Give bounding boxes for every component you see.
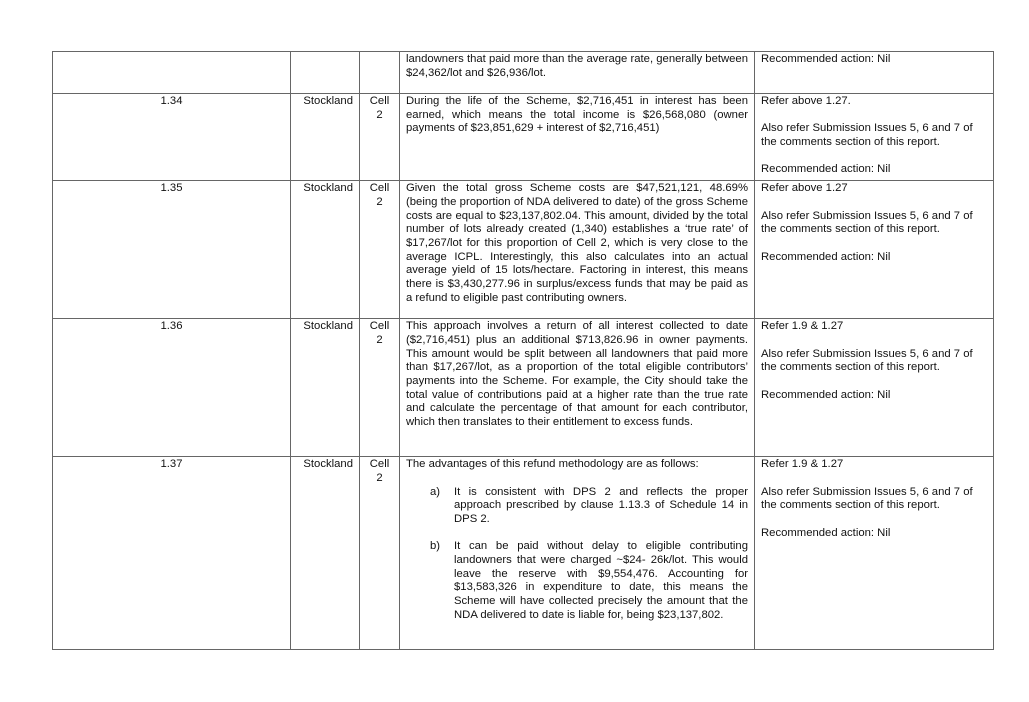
submitter-cell: Stockland: [291, 319, 360, 457]
response-note: Also refer Submission Issues 5, 6 and 7 of the comments section of this report.: [761, 122, 973, 149]
table-row: [53, 181, 994, 319]
recommended-action: Recommended action: Nil: [761, 250, 891, 263]
issue-number-cell: 1.34: [53, 94, 291, 181]
submitter-cell: Stockland: [291, 94, 360, 181]
recommended-action: Recommended action: Nil: [761, 526, 891, 539]
submission-detail-cell: [400, 181, 755, 319]
list-item-letter: a): [430, 485, 441, 498]
response-cell: [755, 457, 994, 650]
response-note: Also refer Submission Issues 5, 6 and 7 of the comments section of this report.: [761, 209, 973, 236]
detail-paragraph: landowners that paid more than the average rate, generally between $24,362/lot and $26,936/lot.: [406, 53, 748, 79]
table-row: [53, 94, 994, 181]
response-reference: Refer 1.9 & 1.27: [761, 320, 844, 333]
submitter-cell: Stockland: [291, 457, 360, 650]
submission-detail-cell: [400, 319, 755, 457]
detail-paragraph: Given the total gross Scheme costs are $47,521,121, 48.69% (being the proportion of NDA delivered to date) of the gross Scheme costs are equal to $23,137,802.04. This amount, divided by the total number of lots already created (1,340) establishes a ‘true rate’ of $17,267/lot for this proportion of Cell 2, which is very close to the average ICPL. Interestingly, this also calculates into an actual average yield of 15 lots/hectare. Factoring in interest, this means there is $3,430,277.96 in surplus/excess funds that may be paid as a refund to eligible past contributing owners.: [406, 182, 748, 304]
list-item: [406, 540, 748, 622]
cell-cell: [360, 52, 400, 94]
recommended-action: Recommended action: Nil: [761, 163, 891, 176]
issue-number-cell: 1.37: [53, 457, 291, 650]
recommended-action: Recommended action: Nil: [761, 53, 891, 65]
cell-cell: Cell 2: [360, 94, 400, 181]
detail-paragraph: This approach involves a return of all interest collected to date ($2,716,451) plus an additional $713,826.96 in owner payments. This amount would be split between all landowners that paid more than $17,267/lot, as a proportion of the total eligible contributors’ payments into the Scheme. For example, the City should take the total value of contributions paid at a higher rate than the true rate and calculate the percentage of that amount for each contributor, which then translates to their entitlement to excess funds.: [406, 320, 748, 429]
cell-cell: Cell 2: [360, 457, 400, 650]
response-note: Also refer Submission Issues 5, 6 and 7 of the comments section of this report.: [761, 485, 973, 512]
list-item: [406, 486, 748, 527]
list-item-text: It can be paid without delay to eligible contributing landowners that were charged ~$24- 26k/lot. This would leave the reserve with $9,554,476. Accounting for $13,583,326 in expenditure to date, this means the Scheme will have collected precisely the amount that the NDA delivered to date is liable for, being $23,137,802.: [454, 540, 748, 621]
submission-detail-cell: [400, 457, 755, 650]
submissions-table: [52, 51, 994, 650]
response-cell: [755, 181, 994, 319]
issue-number-cell: 1.36: [53, 319, 291, 457]
cell-cell: Cell 2: [360, 319, 400, 457]
submission-detail-cell: [400, 94, 755, 181]
issue-number-cell: 1.35: [53, 181, 291, 319]
response-reference: Refer 1.9 & 1.27: [761, 458, 844, 471]
table-row: [53, 457, 994, 650]
submission-detail-cell: [400, 52, 755, 94]
response-cell: [755, 94, 994, 181]
issue-number-cell: [53, 52, 291, 94]
list-item-text: It is consistent with DPS 2 and reflects the proper approach prescribed by clause 1.13.3 of Schedule 14 in DPS 2.: [454, 485, 748, 525]
response-cell: [755, 52, 994, 94]
response-note: Also refer Submission Issues 5, 6 and 7 of the comments section of this report.: [761, 347, 973, 374]
response-reference: Refer above 1.27.: [761, 95, 851, 107]
response-cell: [755, 319, 994, 457]
submitter-cell: [291, 52, 360, 94]
response-reference: Refer above 1.27: [761, 182, 848, 195]
list-item-letter: b): [430, 540, 441, 553]
submitter-cell: Stockland: [291, 181, 360, 319]
table-row: [53, 52, 994, 94]
recommended-action: Recommended action: Nil: [761, 388, 891, 401]
cell-cell: Cell 2: [360, 181, 400, 319]
table-row: [53, 319, 994, 457]
detail-paragraph: The advantages of this refund methodology are as follows:: [406, 458, 699, 471]
detail-paragraph: During the life of the Scheme, $2,716,451 in interest has been earned, which means the total income is $26,568,080 (owner payments of $23,851,629 + interest of $2,716,451): [406, 95, 748, 135]
